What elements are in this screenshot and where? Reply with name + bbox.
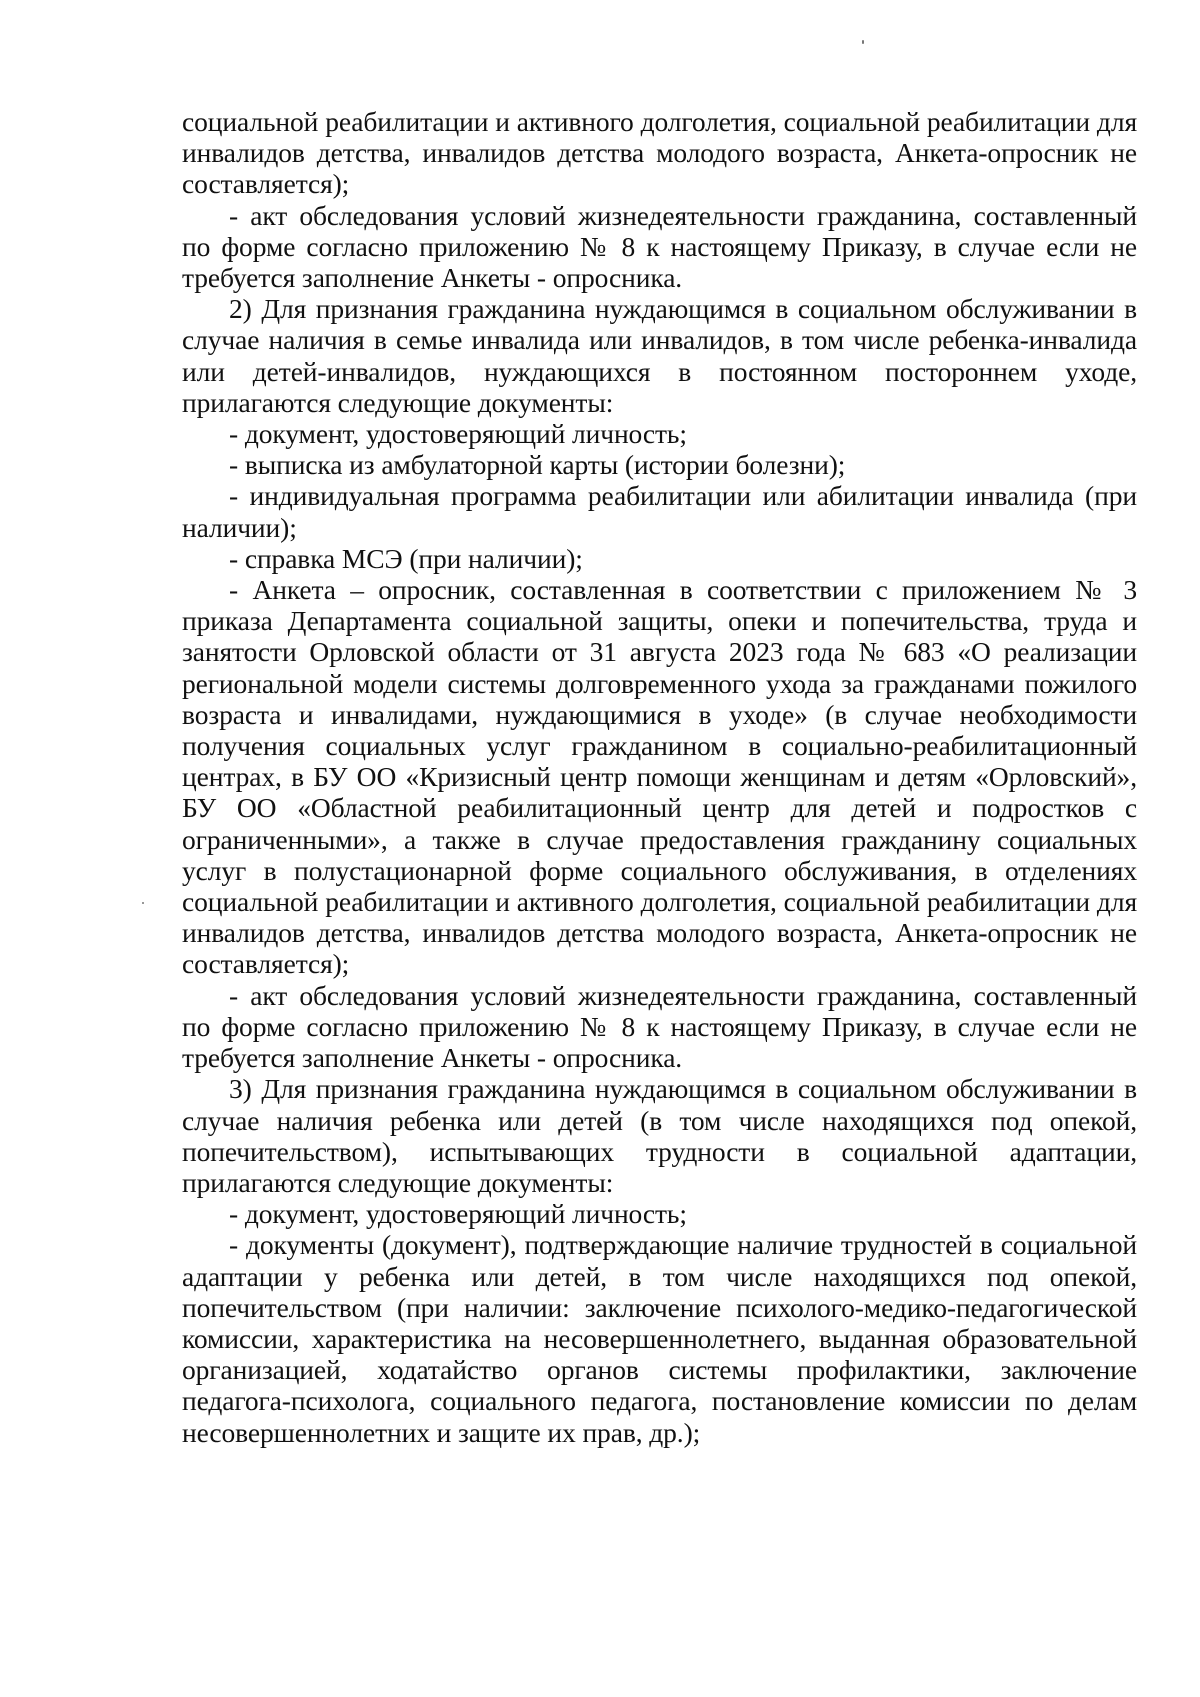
list-item: - выписка из амбулаторной карты (истории болезни); — [229, 449, 846, 481]
paragraph: 3) Для признания гражданина нуждающимся в социальном обслуживании в случае наличия ребенка или детей (в том числе находящихся под опекой, попечительством), испытывающих трудности в социальной адаптации, прилагаются следующие документы: — [182, 1073, 1137, 1198]
list-item: - индивидуальная программа реабилитации или абилитации инвалида (при наличии); — [182, 480, 1137, 543]
list-item: - документ, удостоверяющий личность; — [229, 1198, 687, 1230]
list-item: - документы (документ), подтверждающие наличие трудностей в социальной адаптации у ребенка или детей, в том числе находящихся под опекой, попечительством (при наличии: заключение психолого-медико-педагогической комиссии, характеристика на несовершеннолетнего, выданная образовательной организацией, ходатайство органов системы профилактики, заключение педагога-психолога, социального педагога, постановление комиссии по делам несовершеннолетних и защите их прав, др.); — [182, 1229, 1137, 1448]
document-body — [182, 106, 1137, 1448]
scan-speck — [862, 40, 864, 44]
scan-speck — [142, 902, 144, 904]
list-item: - акт обследования условий жизнедеятельности гражданина, составленный по форме согласно приложению № 8 к настоящему Приказу, в случае если не требуется заполнение Анкеты - опросника. — [182, 979, 1137, 1074]
list-item: - справка МСЭ (при наличии); — [229, 542, 583, 574]
list-item: - документ, удостоверяющий личность; — [229, 418, 687, 450]
paragraph: 2) Для признания гражданина нуждающимся в социальном обслуживании в случае наличия в семье инвалида или инвалидов, в том числе ребенка-инвалида или детей-инвалидов, нуждающихся в постоянном постороннем уходе, прилагаются следующие документы: — [182, 293, 1137, 418]
list-item: - Анкета – опросник, составленная в соответствии с приложением № 3 приказа Департамента социальной защиты, опеки и попечительства, труда и занятости Орловской области от 31 августа 2023 года № 683 «О реализации региональной модели системы долговременного ухода за гражданами пожилого возраста и инвалидами, нуждающимися в уходе» (в случае необходимости получения социальных услуг гражданином в социально-реабилитационный центрах, в БУ ОО «Кризисный центр помощи женщинам и детям «Орловский», БУ ОО «Областной реабилитационный центр для детей и подростков с ограниченными», а также в случае предоставления гражданину социальных услуг в полустационарной форме социального обслуживания, в отделениях социальной реабилитации и активного долголетия, социальной реабилитации для инвалидов детства, инвалидов детства молодого возраста, Анкета-опросник не составляется); — [182, 574, 1137, 980]
paragraph: социальной реабилитации и активного долголетия, социальной реабилитации для инвалидов детства, инвалидов детства молодого возраста, Анкета-опросник не составляется); — [182, 106, 1137, 200]
paragraph: - акт обследования условий жизнедеятельности гражданина, составленный по форме согласно приложению № 8 к настоящему Приказу, в случае если не требуется заполнение Анкеты - опросника. — [182, 199, 1137, 294]
